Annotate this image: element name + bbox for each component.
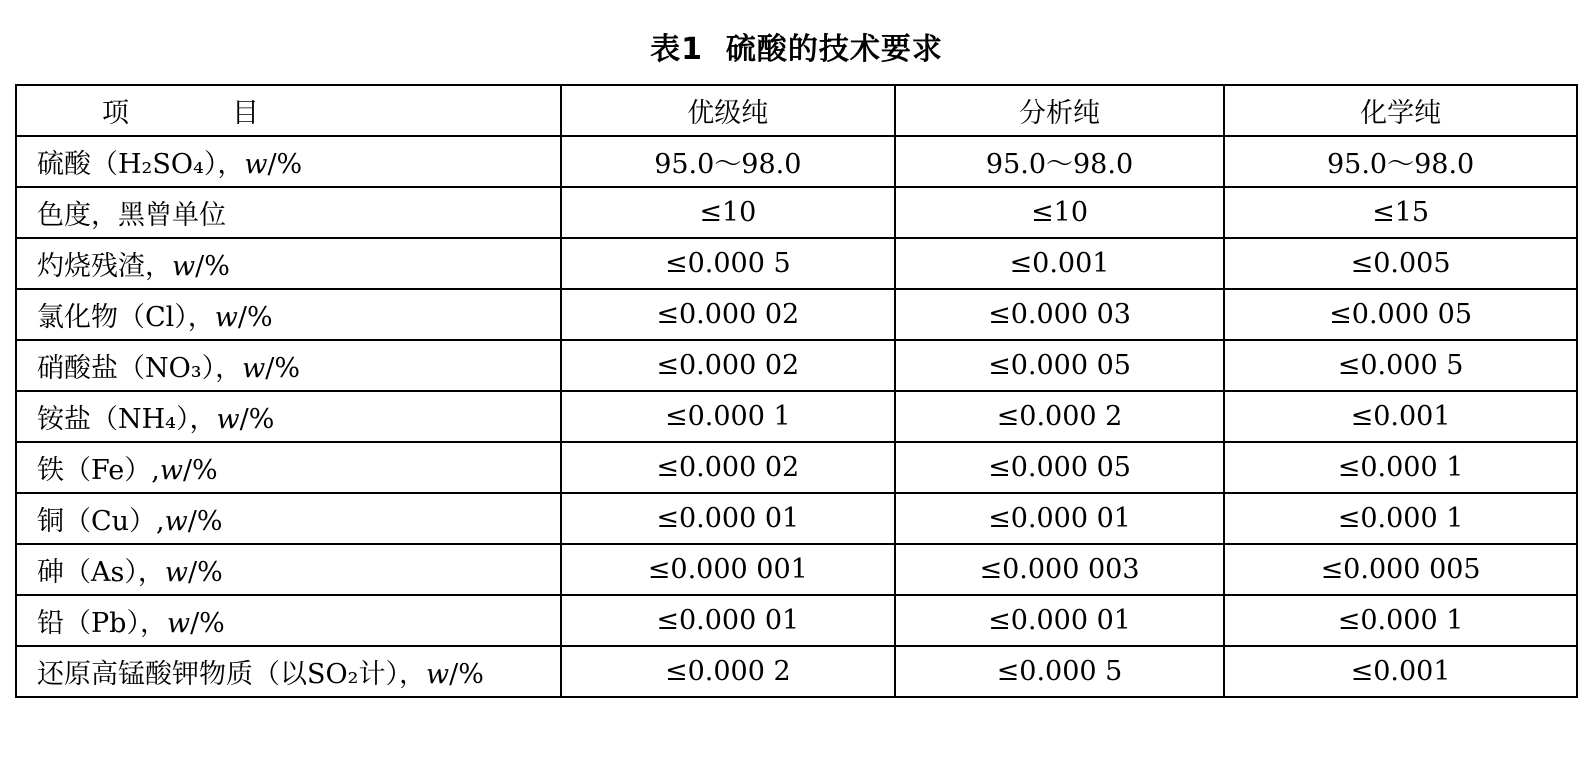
value-cell: ≤0.000 1 [1224, 493, 1577, 544]
value-cell: ≤0.000 01 [561, 595, 895, 646]
unit-label: /% [237, 302, 273, 333]
value-cell: ≤0.005 [1224, 238, 1577, 289]
item-label: 砷（As）， [37, 557, 165, 588]
value-cell: ≤0.000 003 [895, 544, 1224, 595]
table-row [16, 544, 1577, 595]
unit-label: /% [239, 404, 275, 435]
item-cell [16, 340, 561, 391]
mass-fraction-symbol: w [216, 404, 240, 435]
value-cell: ≤0.000 5 [1224, 340, 1577, 391]
mass-fraction-symbol: w [172, 251, 196, 282]
value-cell: ≤0.000 1 [1224, 442, 1577, 493]
item-cell [16, 493, 561, 544]
mass-fraction-symbol: w [214, 302, 238, 333]
value-cell: ≤10 [561, 187, 895, 238]
value-cell: ≤0.000 05 [895, 340, 1224, 391]
unit-label: /% [449, 659, 484, 690]
item-label: 硝酸盐（NO₃）， [37, 353, 243, 384]
value-cell: ≤0.000 02 [561, 340, 895, 391]
value-cell: ≤0.000 001 [561, 544, 895, 595]
mass-fraction-symbol: w [159, 455, 183, 486]
header-item: 项 目 [16, 85, 561, 136]
mass-fraction-symbol: w [166, 608, 191, 639]
value-cell: ≤0.000 02 [561, 442, 895, 493]
value-cell: ≤0.000 2 [561, 646, 895, 697]
mass-fraction-symbol: w [425, 659, 450, 690]
item-cell [16, 646, 561, 697]
item-cell [16, 442, 561, 493]
item-label: 硫酸（H₂SO₄）， [37, 149, 245, 180]
value-cell: ≤0.000 01 [895, 493, 1224, 544]
item-cell [16, 544, 561, 595]
mass-fraction-symbol: w [244, 149, 268, 180]
value-cell: ≤0.000 05 [1224, 289, 1577, 340]
item-label: 灼烧残渣， [37, 251, 172, 282]
value-cell: ≤0.000 5 [561, 238, 895, 289]
table-row [16, 136, 1577, 187]
value-cell: ≤0.000 1 [1224, 595, 1577, 646]
value-cell: ≤0.001 [895, 238, 1224, 289]
item-label: 色度，黑曾单位 [37, 200, 226, 231]
value-cell: ≤0.000 03 [895, 289, 1224, 340]
item-cell [16, 238, 561, 289]
item-cell [16, 391, 561, 442]
item-label: 铜（Cu）, [37, 506, 165, 537]
value-cell: 95.0～98.0 [1224, 136, 1577, 187]
item-cell [16, 187, 561, 238]
unit-label: /% [265, 353, 300, 384]
unit-label: /% [190, 608, 225, 639]
value-cell: ≤0.000 1 [561, 391, 895, 442]
value-cell: ≤15 [1224, 187, 1577, 238]
table-row [16, 238, 1577, 289]
spec-table [15, 84, 1578, 698]
value-cell: ≤0.000 02 [561, 289, 895, 340]
document-page [0, 24, 1593, 698]
item-label: 还原高锰酸钾物质（以SO₂计）， [37, 659, 426, 690]
header-chemical-grade: 化学纯 [1224, 85, 1577, 136]
value-cell: ≤0.000 5 [895, 646, 1224, 697]
table-row [16, 595, 1577, 646]
value-cell: ≤0.000 01 [561, 493, 895, 544]
table-row [16, 289, 1577, 340]
table-title: 表1 硫酸的技术要求 [650, 32, 943, 67]
table-row [16, 442, 1577, 493]
value-cell: ≤0.001 [1224, 391, 1577, 442]
header-premium-grade: 优级纯 [561, 85, 895, 136]
unit-label: /% [195, 251, 230, 282]
value-cell: ≤0.000 05 [895, 442, 1224, 493]
item-cell [16, 595, 561, 646]
item-label: 铁（Fe）, [37, 455, 160, 486]
table-row [16, 340, 1577, 391]
item-label: 铅（Pb）， [37, 608, 167, 639]
item-label: 铵盐（NH₄）， [37, 404, 217, 435]
unit-label: /% [182, 455, 218, 486]
mass-fraction-symbol: w [164, 557, 188, 588]
table-row [16, 646, 1577, 697]
mass-fraction-symbol: w [242, 353, 266, 384]
value-cell: ≤0.000 2 [895, 391, 1224, 442]
value-cell: ≤0.001 [1224, 646, 1577, 697]
unit-label: /% [187, 557, 223, 588]
table-header-row [16, 85, 1577, 136]
unit-label: /% [267, 149, 303, 180]
table-row [16, 391, 1577, 442]
table-row [16, 187, 1577, 238]
value-cell: 95.0～98.0 [561, 136, 895, 187]
mass-fraction-symbol: w [164, 506, 188, 537]
value-cell: ≤10 [895, 187, 1224, 238]
value-cell: ≤0.000 01 [895, 595, 1224, 646]
item-cell [16, 136, 561, 187]
header-analytical-grade: 分析纯 [895, 85, 1224, 136]
item-cell [16, 289, 561, 340]
value-cell: ≤0.000 005 [1224, 544, 1577, 595]
unit-label: /% [187, 506, 223, 537]
value-cell: 95.0～98.0 [895, 136, 1224, 187]
item-label: 氯化物（Cl）， [37, 302, 215, 333]
table-row [16, 493, 1577, 544]
